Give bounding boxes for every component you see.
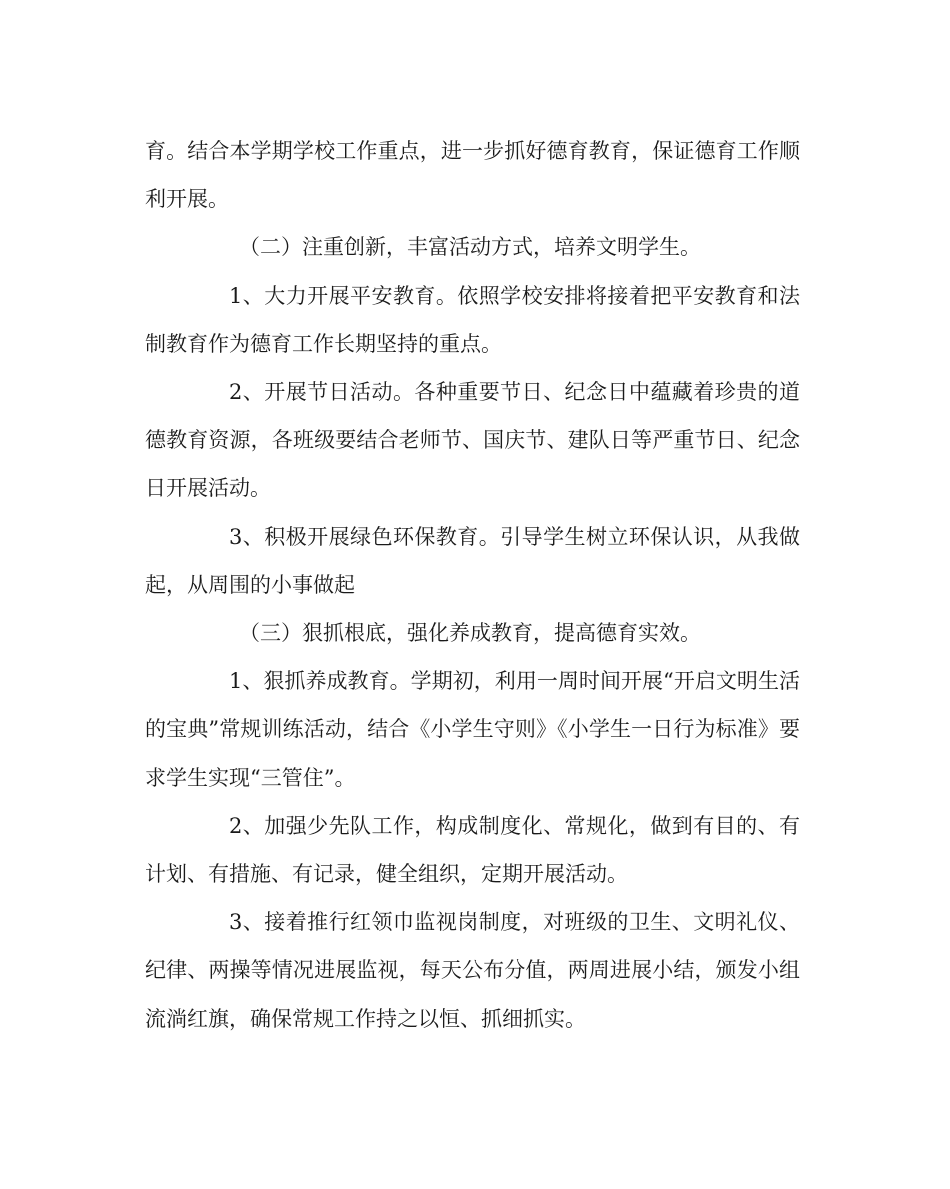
paragraph-item: 2、加强少先队工作，构成制度化、常规化，做到有目的、有计划、有措施、有记录，健全组织，定期开展活动。 bbox=[145, 813, 800, 887]
paragraph-item: 3、接着推行红领巾监视岗制度，对班级的卫生、文明礼仪、纪律、两操等情况进展监视，每天公布分值，两周进展小结，颁发小组流淌红旗，确保常规工作持之以恒、抓细抓实。 bbox=[145, 910, 800, 1031]
section-heading-three: （三）狠抓根底，强化养成教育，提高德育实效。 bbox=[239, 621, 701, 646]
section-heading-two: （二）注重创新，丰富活动方式，培养文明学生。 bbox=[239, 235, 701, 260]
paragraph-continuation: 育。结合本学期学校工作重点，进一步抓好德育教育，保证德育工作顺利开展。 bbox=[145, 139, 800, 212]
document-body bbox=[145, 127, 800, 1043]
paragraph-item: 2、开展节日活动。各种重要节日、纪念日中蕴藏着珍贵的道德教育资源，各班级要结合老师节、国庆节、建队日等严重节日、纪念日开展活动。 bbox=[145, 380, 800, 501]
paragraph-item: 3、积极开展绿色环保教育。引导学生树立环保认识，从我做起，从周围的小事做起 bbox=[145, 524, 800, 597]
paragraph-item: 1、狠抓养成教育。学期初，利用一周时间开展“开启文明生活的宝典”常规训练活动，结合《小学生守则》《小学生一日行为标准》要求学生实现“三管住”。 bbox=[145, 669, 800, 790]
paragraph-item: 1、大力开展平安教育。依照学校安排将接着把平安教育和法制教育作为德育工作长期坚持的重点。 bbox=[145, 283, 800, 356]
